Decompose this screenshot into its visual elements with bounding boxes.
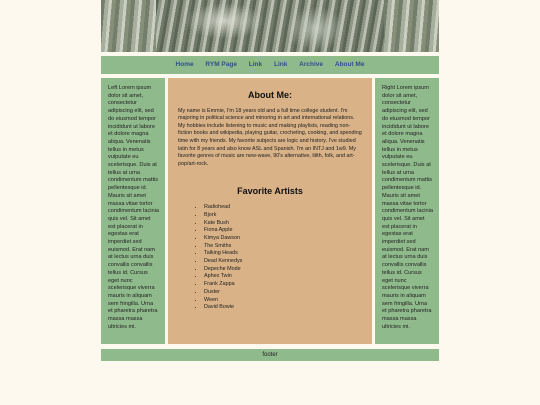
list-item: • Duster bbox=[204, 289, 362, 297]
nav-link-link-1[interactable]: Link bbox=[248, 61, 263, 68]
main-content bbox=[168, 78, 372, 344]
favorite-artists-heading: Favorite Artists bbox=[237, 186, 303, 197]
list-item: • Depeche Mode bbox=[204, 266, 362, 274]
right-sidebar-text: Right Lorem ipsum dolor sit amet, consectetur adipiscing elit, sed do eiusmod tempor incididunt ut labore et dolore magna aliqua. Venenatis tellus in metus vulputate eu scelerisque. Duis at tellus at urna condimentum mattis pellentesque id. Mauris sit amet massa vitae tortor condimentum lacinia quis vel. Sit amet est placerat in egestas erat imperdiet sed euismod. Erat nam at lectus urna duis convallis convallis tellus id. Cursus eget nunc scelerisque viverra mauris in aliquam sem fringilla. Urna et pharetra pharetra massa massa ultricies mi. bbox=[382, 85, 433, 330]
about-me-text: My name is Emmie, I'm 18 years old and a full time college student. I'm majoring in political science and minoring in art and international relations. My hobbies include listening to music and making playlists, reading non-fiction books and wikipedia, playing guitar, crocheting, cooking, and spending time with my friends. My favorite subjects are logic and history. I've studied latin for 8 years and also know ASL and Spanish. I'm an INTJ and 1w9. My favorite genres of music are new-wave, 90's alternative, lilith, folk, and art-pop/art-rock. bbox=[178, 107, 362, 167]
page-footer bbox=[101, 349, 439, 361]
nav-link-link-2[interactable]: Link bbox=[273, 61, 288, 68]
list-item: • Dead Kennedys bbox=[204, 258, 362, 266]
list-item: • Kate Bush bbox=[204, 220, 362, 228]
footer-text: footer bbox=[262, 352, 278, 358]
right-sidebar bbox=[375, 78, 439, 344]
list-item: • Aphex Twin bbox=[204, 273, 362, 281]
banner-forest-photo bbox=[156, 0, 384, 52]
artists-list bbox=[178, 204, 362, 312]
nav-link-about-me[interactable]: About Me bbox=[334, 61, 365, 68]
list-item: • Bjork bbox=[204, 212, 362, 220]
nav-link-rym-page[interactable]: RYM Page bbox=[205, 61, 237, 68]
list-item: • The Smiths bbox=[204, 243, 362, 251]
banner-left-image bbox=[101, 0, 156, 52]
nav-link-home[interactable]: Home bbox=[175, 61, 194, 68]
list-item: • David Bowie bbox=[204, 304, 362, 312]
nav-bar bbox=[101, 56, 439, 74]
list-item: • Ween bbox=[204, 297, 362, 305]
list-item: • Kimya Dawson bbox=[204, 235, 362, 243]
list-item: • Radiohead bbox=[204, 204, 362, 212]
list-item: • Talking Heads bbox=[204, 250, 362, 258]
left-sidebar-text: Left Lorem ipsum dolor sit amet, consectetur adipiscing elit, sed do eiusmod tempor incididunt ut labore et dolore magna aliqua. Venenatis tellus in metus vulputate eu scelerisque. Duis at tellus at urna condimentum mattis pellentesque id. Mauris sit amet massa vitae tortor condimentum lacinia quis vel. Sit amet est placerat in egestas erat imperdiet sed euismod. Erat nam at lectus urna duis convallis convallis tellus id. Cursus eget nunc scelerisque viverra mauris in aliquam sem fringilla. Urna et pharetra pharetra massa massa ultricies mi. bbox=[108, 85, 159, 330]
list-item: • Frank Zappa bbox=[204, 281, 362, 289]
banner-right-image bbox=[384, 0, 439, 52]
list-item: • Fiona Apple bbox=[204, 227, 362, 235]
about-me-heading: About Me: bbox=[248, 90, 292, 100]
header-banner-image bbox=[101, 0, 439, 52]
left-sidebar bbox=[101, 78, 165, 344]
nav-link-archive[interactable]: Archive bbox=[299, 61, 324, 68]
